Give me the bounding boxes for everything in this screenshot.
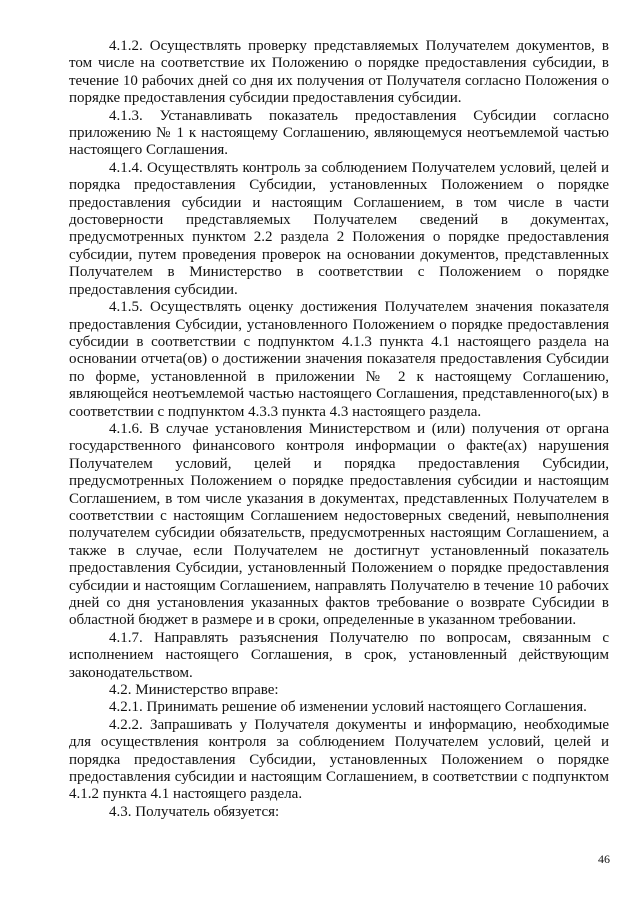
paragraph-4-2-2: 4.2.2. Запрашивать у Получателя документы и информацию, необходимые для осуществления контроля за соблюдением Получателем условий, целей и порядка предоставления Субсидии, установленных Положением о порядке предоставления субсидии и настоящим Соглашением, в соответствии с подпунктом 4.1.2 пункта 4.1 настоящего раздела. [69, 716, 609, 803]
paragraph-4-1-4: 4.1.4. Осуществлять контроль за соблюдением Получателем условий, целей и порядка предоставления Субсидии, установленных Положением о порядке предоставления субсидии и настоящим Соглашением, в том числе в части достоверности представляемых Получателем сведений в документах, предусмотренных пунктом 2.2 раздела 2 Положения о порядке предоставления субсидии, путем проведения проверок на основании документов, представленных Получателем в Министерство в соответствии с Положением о порядке предоставления субсидии. [69, 159, 609, 298]
paragraph-4-2: 4.2. Министерство вправе: [109, 682, 279, 699]
paragraph-4-1-6: 4.1.6. В случае установления Министерством и (или) получения от органа государственного финансового контроля информации о факте(ах) нарушения Получателем условий, целей и порядка предоставления Субсидии, предусмотренных Положением о порядке предоставления субсидии и настоящим Соглашением, в том числе указания в документах, представленных Получателем в соответствии с настоящим Соглашением недостоверных сведений, невыполнения получателем субсидии обязательств, предусмотренных настоящим Соглашением, а также в случае, если Получателем не достигнут установленный показатель предоставления Субсидии, установленный Положением о порядке предоставления субсидии и настоящим Соглашением, направлять Получателю в течение 10 рабочих дней со дня установления указанных фактов требование о возврате Субсидии в областной бюджет в размере и в сроки, определенные в указанном требовании. [69, 420, 609, 629]
paragraph-4-3: 4.3. Получатель обязуется: [109, 803, 280, 820]
paragraph-4-1-3: 4.1.3. Устанавливать показатель предоставления Субсидии согласно приложению № 1 к настоящему Соглашению, являющемуся неотъемлемой частью настоящего Соглашения. [69, 107, 609, 159]
paragraph-4-2-1: 4.2.1. Принимать решение об изменении условий настоящего Соглашения. [109, 699, 587, 716]
document-body [69, 38, 609, 821]
paragraph-4-1-2: 4.1.2. Осуществлять проверку представляемых Получателем документов, в том числе на соответствие их Положению о порядке предоставления субсидии, в течение 10 рабочих дней со дня их получения от Получателя согласно Положения о порядке предоставления субсидии предоставления субсидии. [69, 38, 609, 107]
paragraph-4-1-5: 4.1.5. Осуществлять оценку достижения Получателем значения показателя предоставления Субсидии, установленного Положением о порядке предоставления субсидии в соответствии с подпунктом 4.1.3 пункта 4.1 настоящего раздела на основании отчета(ов) о достижении значения показателя предоставления Субсидии по форме, установленной в приложении № 2 к настоящему Соглашению, являющейся неотъемлемой частью настоящего Соглашения, представленного(ых) в соответствии с подпунктом 4.3.3 пункта 4.3 настоящего раздела. [69, 299, 609, 420]
page-number: 46 [598, 852, 610, 866]
paragraph-4-1-7: 4.1.7. Направлять разъяснения Получателю по вопросам, связанным с исполнением настоящего Соглашения, в срок, установленный действующим законодательством. [69, 629, 609, 681]
